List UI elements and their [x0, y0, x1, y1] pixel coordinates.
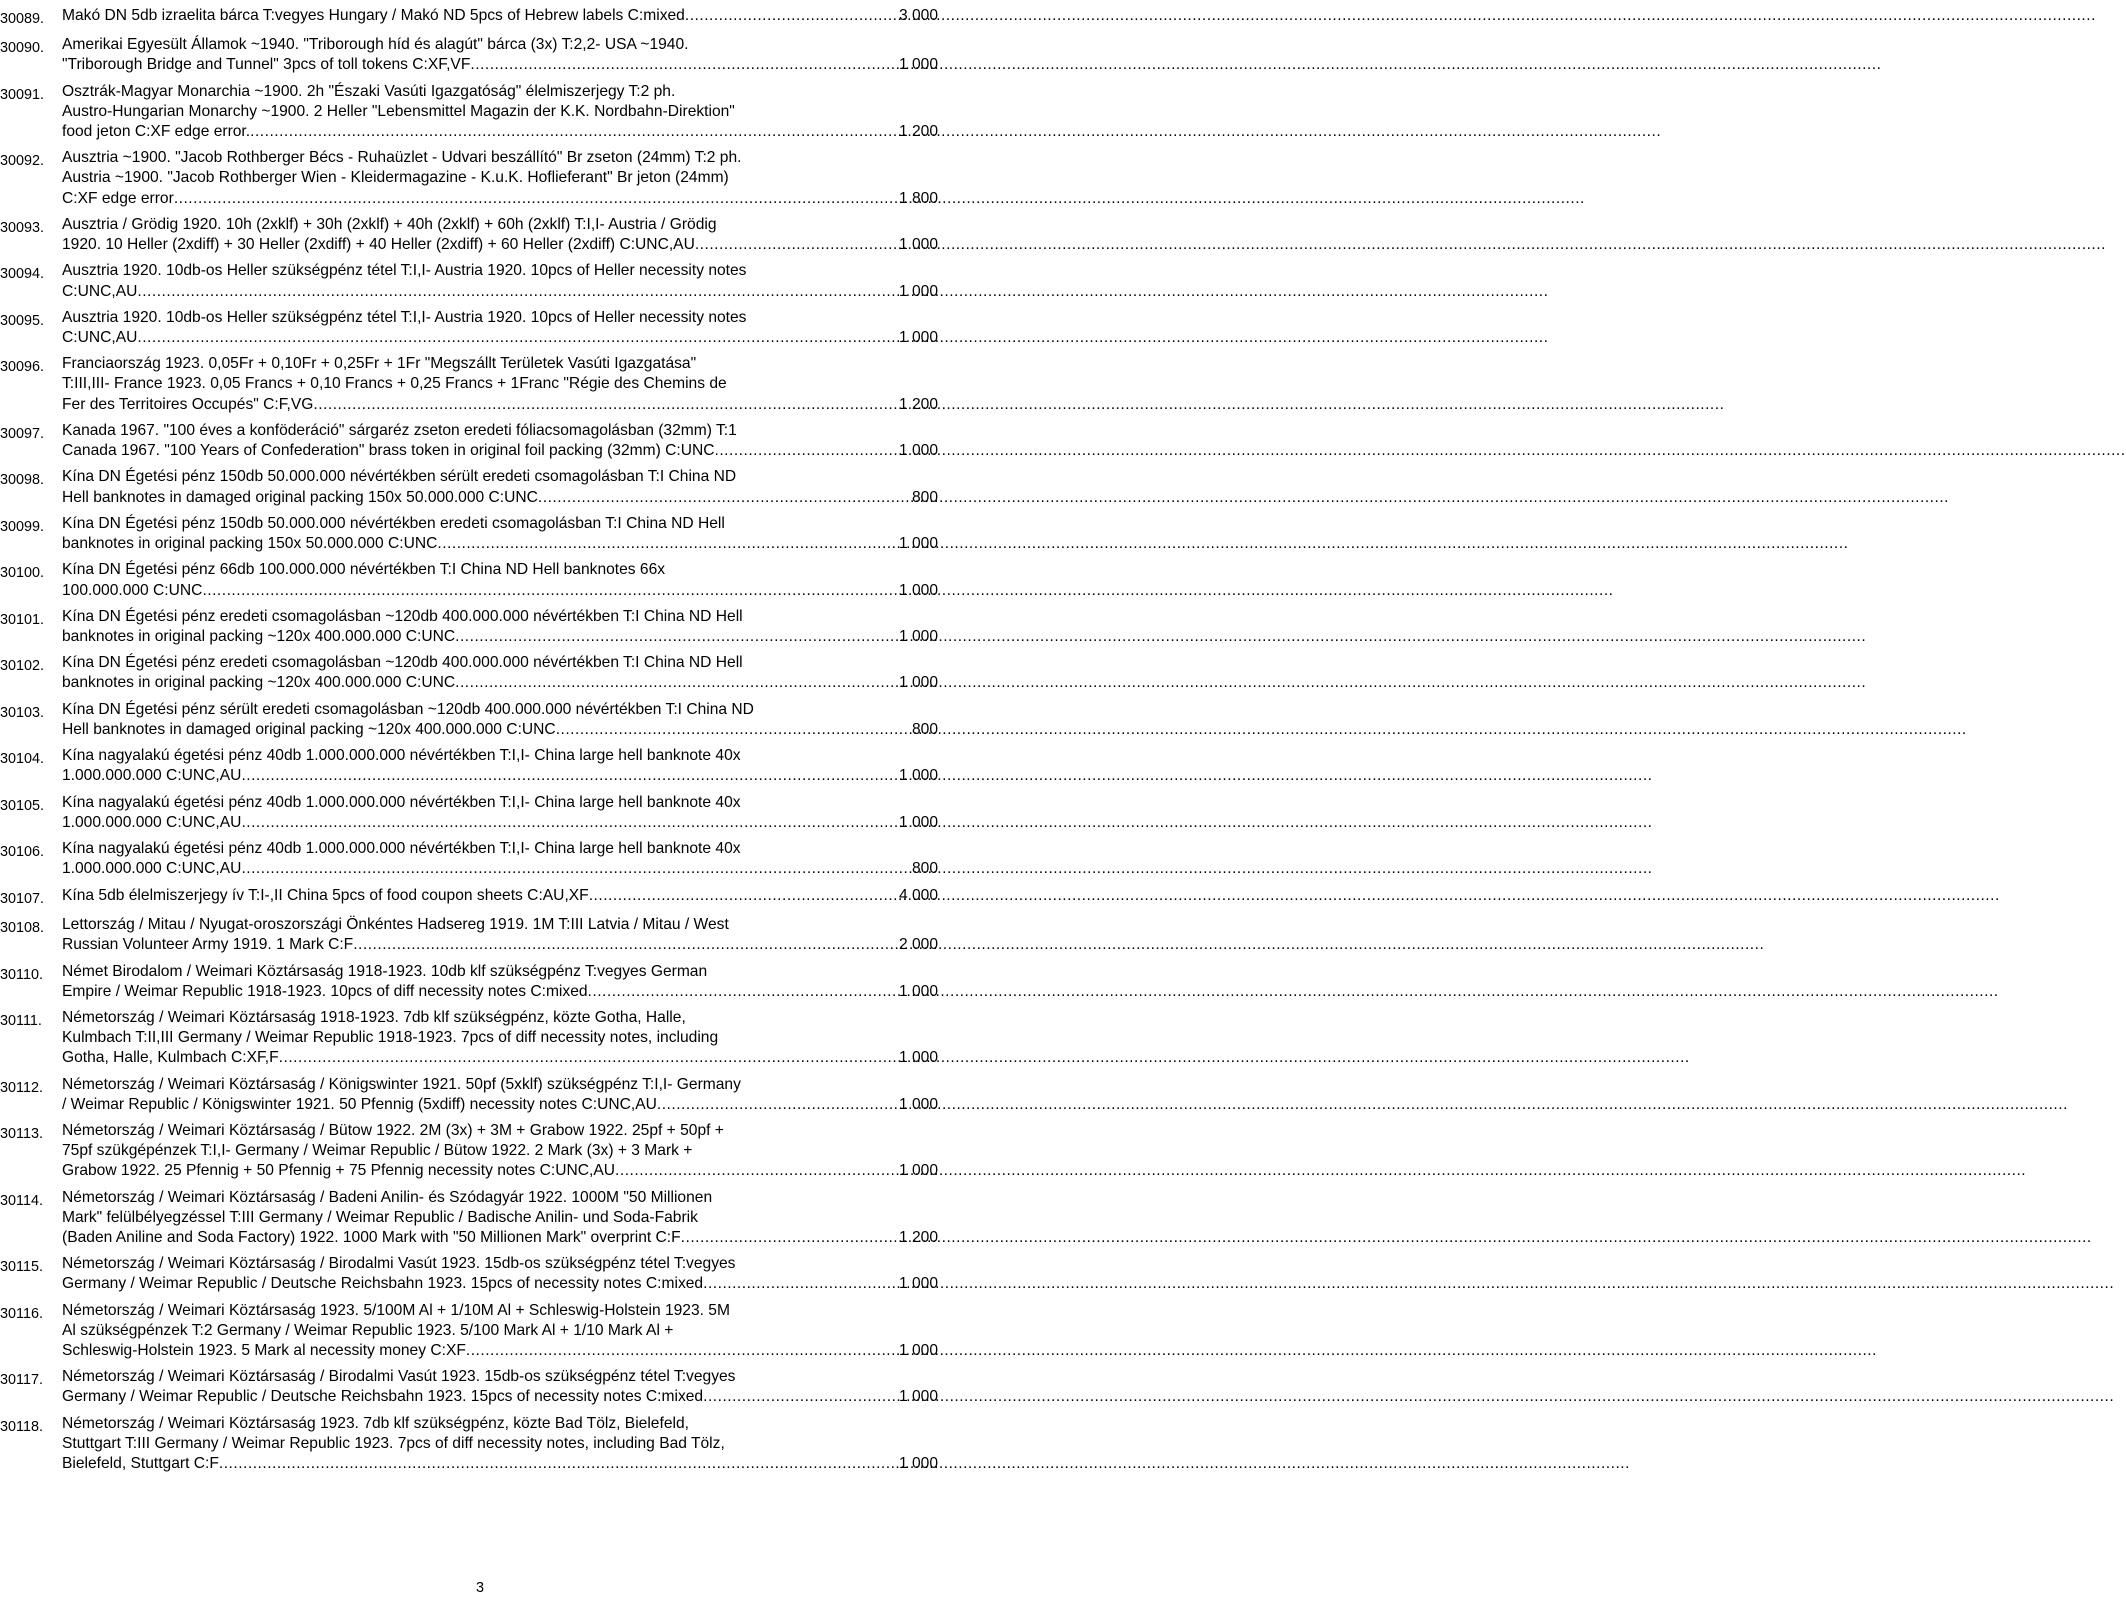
description-line: Ausztria / Grödig 1920. 10h (2xklf) + 30h (2xklf) + 40h (2xklf) + 60h (2xklf) T:I,I- Austria / Grödig — [62, 215, 717, 233]
description-last-line — [62, 395, 938, 415]
lot-number: 30115. — [0, 1259, 43, 1276]
dot-leader — [685, 6, 898, 26]
dot-leader — [589, 886, 898, 906]
lot-entry — [0, 308, 938, 348]
lot-number: 30103. — [0, 704, 45, 721]
lot-description — [62, 1301, 938, 1361]
lot-price: 1 000 — [898, 1095, 938, 1113]
dot-leader — [615, 1161, 898, 1181]
description-line: C:UNC,AU — [62, 282, 138, 300]
lot-price: 800 — [911, 720, 938, 738]
description-last-line — [62, 122, 938, 142]
description-last-line — [62, 859, 938, 879]
dot-leader — [241, 813, 898, 833]
lot-number: 30116. — [0, 1305, 43, 1322]
lot-number: 30099. — [0, 518, 45, 535]
description-last-line — [62, 720, 938, 740]
description-line: banknotes in original packing ~120x 400.000.000 C:UNC — [62, 674, 456, 692]
lot-price: 1 200 — [898, 122, 938, 140]
description-line: 75pf szükgépénzek T:I,I- Germany / Weimar Republic / Bütow 1922. 2 Mark (3x) + 3 Mark + — [62, 1142, 693, 1160]
description-last-line — [62, 6, 938, 26]
dot-leader — [313, 395, 898, 415]
description-line: C:UNC,AU — [62, 329, 138, 346]
dot-leader — [137, 282, 898, 302]
lot-price: 1 000 — [898, 282, 938, 300]
description-line: Empire / Weimar Republic 1918-1923. 10pcs of diff necessity notes C:mixed — [62, 982, 588, 1000]
description-last-line — [62, 581, 938, 601]
lot-price: 1 000 — [898, 1275, 938, 1293]
description-line: Ausztria ~1900. "Jacob Rothberger Bécs - Ruhaüzlet - Udvari beszállító" Br zseton (24mm) T:2 ph. — [62, 149, 742, 167]
lot-description — [62, 467, 938, 507]
dot-leader — [657, 1095, 898, 1115]
lot-entry — [0, 700, 938, 740]
lot-entry — [0, 354, 938, 414]
lot-description — [62, 514, 938, 554]
description-last-line — [62, 189, 938, 209]
dot-leader — [588, 982, 898, 1002]
description-line: "Triborough Bridge and Tunnel" 3pcs of toll tokens C:XF,VF — [62, 56, 471, 74]
lot-entry — [0, 560, 938, 600]
lot-description — [62, 607, 938, 647]
dot-leader — [241, 859, 911, 879]
description-line: 100.000.000 C:UNC — [62, 581, 203, 599]
lot-price: 1 000 — [898, 982, 938, 1000]
lot-entry — [0, 467, 938, 507]
lot-description — [62, 308, 938, 348]
lot-description — [62, 962, 938, 1002]
lot-description — [62, 839, 938, 879]
description-line: Kína nagyalakú égetési pénz 40db 1.000.000.000 névértékben T:I,I- China large hell banknote 40x — [62, 793, 741, 811]
description-last-line — [62, 1274, 938, 1294]
dot-leader — [715, 441, 898, 461]
lot-number: 30094. — [0, 266, 45, 283]
lot-number: 30092. — [0, 153, 45, 170]
description-last-line — [62, 441, 938, 461]
description-line: food jeton C:XF edge error. — [62, 122, 251, 140]
description-line: Kína DN Égetési pénz eredeti csomagolásban ~120db 400.000.000 névértékben T:I China ND Hell — [62, 607, 743, 625]
lot-number: 30110. — [0, 966, 43, 983]
lot-entry — [0, 653, 938, 693]
description-line: Németország / Weimari Köztársaság 1918-1923. 7db klf szükségpénz, közte Gotha, Halle, — [62, 1009, 686, 1027]
lot-price: 1 000 — [898, 1341, 938, 1359]
lot-number: 30104. — [0, 751, 45, 768]
dot-leader — [703, 1387, 898, 1407]
lot-number: 30097. — [0, 425, 45, 442]
dot-leader — [455, 673, 898, 693]
lot-description — [62, 560, 938, 600]
description-line: Ausztria 1920. 10db-os Heller szükségpénz tétel T:I,I- Austria 1920. 10pcs of Heller necessity notes — [62, 308, 747, 326]
lot-list — [0, 6, 938, 1474]
description-line: Hell banknotes in damaged original packing ~120x 400.000.000 C:UNC — [62, 720, 556, 738]
lot-description — [62, 1075, 938, 1115]
lot-description — [62, 148, 938, 208]
description-line: 1.000.000.000 C:UNC,AU — [62, 860, 242, 878]
lot-description — [62, 886, 938, 906]
description-line: Grabow 1922. 25 Pfennig + 50 Pfennig + 75 Pfennig necessity notes C:UNC,AU — [62, 1162, 616, 1180]
lot-number: 30091. — [0, 86, 45, 103]
description-line: Kanada 1967. "100 éves a konföderáció" sárgaréz zseton eredeti fóliacsomagolásban (32mm) T:1 — [62, 421, 737, 439]
description-last-line — [62, 886, 938, 906]
dot-leader — [219, 1454, 898, 1474]
description-last-line — [62, 534, 938, 554]
lot-description — [62, 653, 938, 693]
lot-price: 1 000 — [898, 813, 938, 831]
lot-number: 30100. — [0, 565, 45, 582]
lot-entry — [0, 421, 938, 461]
dot-leader — [470, 55, 898, 75]
description-line: Austro-Hungarian Monarchy ~1900. 2 Heller "Lebensmittel Magazin der K.K. Nordbahn-Direktion" — [62, 102, 735, 120]
lot-number: 30111. — [0, 1013, 42, 1030]
description-line: T:III,III- France 1923. 0,05 Francs + 0,10 Francs + 0,25 Francs + 1Franc "Régie des Chemins de — [62, 375, 727, 393]
description-line: Austria ~1900. "Jacob Rothberger Wien - Kleidermagazine - K.u.K. Hoflieferant" Br jeton (24mm) — [62, 169, 729, 187]
description-line: Németország / Weimari Köztársaság / Birodalmi Vasút 1923. 15db-os szükségpénz tétel T:vegyes — [62, 1368, 736, 1386]
lot-price: 800 — [911, 860, 938, 878]
description-line: Kína 5db élelmiszerjegy ív T:I-,II China 5pcs of food coupon sheets C:AU,XF — [62, 886, 589, 904]
dot-leader — [466, 1341, 898, 1361]
description-line: Germany / Weimar Republic / Deutsche Reichsbahn 1923. 15pcs of necessity notes C:mixed — [62, 1275, 704, 1293]
description-line: Kína DN Égetési pénz sérült eredeti csomagolásban ~120db 400.000.000 névértékben T:I China ND — [62, 700, 754, 718]
description-line: Bielefeld, Stuttgart C:F — [62, 1455, 219, 1473]
description-line: Kína DN Égetési pénz 150db 50.000.000 névértékben eredeti csomagolásban T:I China ND Hell — [62, 514, 725, 532]
lot-number: 30105. — [0, 797, 45, 814]
lot-entry — [0, 1188, 938, 1248]
description-line: Lettország / Mitau / Nyugat-oroszországi Önkéntes Hadsereg 1919. 1M T:III Latvia / Mitau / West — [62, 916, 729, 934]
lot-description — [62, 1254, 938, 1294]
description-line: Német Birodalom / Weimari Köztársaság 1918-1923. 10db klf szükségpénz T:vegyes German — [62, 962, 708, 980]
lot-price: 1 000 — [898, 1388, 938, 1406]
lot-number: 30113. — [0, 1126, 43, 1143]
lot-description — [62, 35, 938, 75]
lot-entry — [0, 1254, 938, 1294]
description-line: Russian Volunteer Army 1919. 1 Mark C:F — [62, 936, 354, 954]
dot-leader — [695, 235, 898, 255]
lot-entry — [0, 35, 938, 75]
lot-price: 2 000 — [898, 936, 938, 954]
description-line: Németország / Weimari Köztársaság 1923. 5/100M Al + 1/10M Al + Schleswig-Holstein 1923. 5M — [62, 1301, 730, 1319]
lot-entry — [0, 1414, 938, 1474]
description-line: Canada 1967. "100 Years of Confederation" brass token in original foil packing (32mm) C:UNC — [62, 442, 715, 460]
dot-leader — [250, 122, 898, 142]
lot-entry — [0, 261, 938, 301]
lot-entry — [0, 1367, 938, 1407]
description-line: Osztrák-Magyar Monarchia ~1900. 2h "Északi Vasúti Igazgatóság" élelmiszerjegy T:2 ph. — [62, 82, 676, 100]
lot-entry — [0, 793, 938, 833]
lot-price: 1 000 — [898, 329, 938, 346]
lot-number: 30118. — [0, 1418, 43, 1435]
lot-description — [62, 915, 938, 955]
description-line: Gotha, Halle, Kulmbach C:XF,F — [62, 1049, 279, 1067]
lot-entry — [0, 514, 938, 554]
lot-number: 30101. — [0, 611, 45, 628]
description-last-line — [62, 935, 938, 955]
lot-price: 1 200 — [898, 395, 938, 413]
lot-number: 30106. — [0, 844, 45, 861]
description-line: Kína nagyalakú égetési pénz 40db 1.000.000.000 névértékben T:I,I- China large hell banknote 40x — [62, 747, 741, 765]
lot-description — [62, 215, 938, 255]
description-last-line — [62, 1095, 938, 1115]
description-line: Fer des Territoires Occupés" C:F,VG — [62, 395, 314, 413]
lot-price: 1 200 — [898, 1228, 938, 1246]
dot-leader — [202, 581, 898, 601]
description-last-line — [62, 673, 938, 693]
lot-description — [62, 82, 938, 142]
dot-leader — [455, 627, 898, 647]
description-last-line — [62, 766, 938, 786]
description-line: banknotes in original packing ~120x 400.000.000 C:UNC — [62, 628, 456, 645]
description-line: Ausztria 1920. 10db-os Heller szükségpénz tétel T:I,I- Austria 1920. 10pcs of Heller necessity notes — [62, 262, 747, 280]
description-last-line — [62, 813, 938, 833]
page-number: 3 — [475, 1580, 484, 1596]
description-line: Németország / Weimari Köztársaság / Bütow 1922. 2M (3x) + 3M + Grabow 1922. 25pf + 50pf + — [62, 1122, 724, 1140]
description-line: 1920. 10 Heller (2xdiff) + 30 Heller (2xdiff) + 40 Heller (2xdiff) + 60 Heller (2xdiff) C:UNC,AU — [62, 236, 695, 254]
description-line: banknotes in original packing 150x 50.000.000 C:UNC — [62, 535, 438, 553]
lot-price: 800 — [911, 488, 938, 506]
description-line: Németország / Weimari Köztársaság / Königswinter 1921. 50pf (5xklf) szükségpénz T:I,I- Germany — [62, 1075, 741, 1093]
lot-description — [62, 746, 938, 786]
description-last-line — [62, 1161, 938, 1181]
lot-number: 30089. — [0, 11, 45, 27]
lot-description — [62, 793, 938, 833]
lot-price: 1 000 — [898, 581, 938, 599]
lot-number: 30112. — [0, 1079, 43, 1096]
description-last-line — [62, 235, 938, 255]
dot-leader — [353, 935, 898, 955]
lot-entry — [0, 215, 938, 255]
description-line: 1.000.000.000 C:UNC,AU — [62, 767, 242, 785]
description-last-line — [62, 1341, 938, 1361]
dot-leader — [241, 766, 898, 786]
description-line: (Baden Aniline and Soda Factory) 1922. 1000 Mark with "50 Millionen Mark" overprint C:F — [62, 1228, 681, 1246]
description-line: Mark" felülbélyegzéssel T:III Germany / Weimar Republic / Badische Anilin- und Soda-Fabrik — [62, 1208, 698, 1226]
lot-number: 30102. — [0, 658, 45, 675]
description-line: Makó DN 5db izraelita bárca T:vegyes Hungary / Makó ND 5pcs of Hebrew labels C:mixed — [62, 7, 685, 24]
description-line: Kulmbach T:II,III Germany / Weimar Republic 1918-1923. 7pcs of diff necessity notes, including — [62, 1029, 719, 1047]
description-line: Germany / Weimar Republic / Deutsche Reichsbahn 1923. 15pcs of necessity notes C:mixed — [62, 1388, 704, 1406]
lot-entry — [0, 6, 938, 29]
lot-price: 1 000 — [898, 767, 938, 785]
lot-entry — [0, 82, 938, 142]
description-last-line — [62, 1228, 938, 1248]
lot-price: 1 000 — [898, 535, 938, 553]
description-last-line — [62, 627, 938, 647]
lot-price: 4 000 — [898, 886, 938, 904]
lot-description — [62, 354, 938, 414]
lot-price: 1 000 — [898, 1162, 938, 1180]
lot-number: 30093. — [0, 219, 45, 236]
description-line: / Weimar Republic / Königswinter 1921. 50 Pfennig (5xdiff) necessity notes C:UNC,AU — [62, 1095, 657, 1113]
lot-entry — [0, 1121, 938, 1181]
description-line: Kína DN Égetési pénz eredeti csomagolásban ~120db 400.000.000 névértékben T:I China ND Hell — [62, 654, 743, 672]
lot-price: 1 000 — [898, 236, 938, 254]
description-last-line — [62, 282, 938, 302]
lot-description — [62, 261, 938, 301]
lot-price: 1 800 — [898, 189, 938, 207]
lot-entry — [0, 1008, 938, 1068]
description-line: Stuttgart T:III Germany / Weimar Republic 1923. 7pcs of diff necessity notes, including Bad Tölz, — [62, 1434, 725, 1452]
description-line: C:XF edge error — [62, 189, 174, 207]
description-last-line — [62, 1048, 938, 1068]
dot-leader — [703, 1274, 898, 1294]
description-last-line — [62, 55, 938, 75]
description-line: Kína DN Égetési pénz 66db 100.000.000 névértékben T:I China ND Hell banknotes 66x — [62, 561, 666, 579]
lot-number: 30090. — [0, 40, 45, 57]
lot-price: 1 000 — [898, 1455, 938, 1473]
dot-leader — [681, 1228, 898, 1248]
description-line: Németország / Weimari Köztársaság / Birodalmi Vasút 1923. 15db-os szükségpénz tétel T:vegyes — [62, 1255, 736, 1273]
description-line: Hell banknotes in damaged original packing 150x 50.000.000 C:UNC — [62, 488, 538, 506]
description-last-line — [62, 328, 938, 348]
lot-description — [62, 1414, 938, 1474]
lot-entry — [0, 1301, 938, 1361]
description-last-line — [62, 982, 938, 1002]
lot-price: 1 000 — [898, 674, 938, 692]
description-line: Németország / Weimari Köztársaság 1923. 7db klf szükségpénz, közte Bad Tölz, Bielefeld, — [62, 1414, 689, 1432]
lot-number: 30095. — [0, 312, 45, 329]
description-line: Kína nagyalakú égetési pénz 40db 1.000.000.000 névértékben T:I,I- China large hell banknote 40x — [62, 840, 741, 858]
lot-entry — [0, 746, 938, 786]
description-line: Al szükségpénzek T:2 Germany / Weimar Republic 1923. 5/100 Mark Al + 1/10 Mark Al + — [62, 1321, 674, 1339]
lot-price: 1 000 — [898, 1049, 938, 1067]
description-last-line — [62, 1454, 938, 1474]
description-last-line — [62, 488, 938, 508]
lot-description — [62, 6, 938, 26]
lot-entry — [0, 1075, 938, 1115]
dot-leader — [437, 534, 898, 554]
lot-number: 30114. — [0, 1192, 43, 1209]
dot-leader — [137, 328, 898, 348]
description-line: Németország / Weimari Köztársaság / Badeni Anilin- és Szódagyár 1922. 1000M "50 Millionen — [62, 1188, 713, 1206]
lot-price: 1 000 — [898, 442, 938, 460]
description-line: 1.000.000.000 C:UNC,AU — [62, 813, 242, 831]
dot-leader — [174, 189, 898, 209]
lot-description — [62, 1008, 938, 1068]
lot-entry — [0, 915, 938, 955]
lot-price: 3 000 — [898, 7, 938, 24]
lot-number: 30098. — [0, 472, 45, 489]
description-line: Amerikai Egyesült Államok ~1940. "Triborough híd és alagút" bárca (3x) T:2,2- USA ~1940. — [62, 36, 689, 54]
lot-entry — [0, 148, 938, 208]
lot-entry — [0, 962, 938, 1002]
dot-leader — [538, 488, 911, 508]
lot-number: 30108. — [0, 920, 45, 937]
lot-entry — [0, 886, 938, 909]
description-last-line — [62, 1387, 938, 1407]
lot-description — [62, 1121, 938, 1181]
lot-number: 30107. — [0, 890, 45, 907]
dot-leader — [556, 720, 911, 740]
lot-number: 30117. — [0, 1372, 43, 1389]
lot-description — [62, 1367, 938, 1407]
lot-entry — [0, 607, 938, 647]
lot-description — [62, 700, 938, 740]
catalog-page — [0, 0, 960, 1608]
lot-number: 30096. — [0, 359, 45, 376]
description-line: Franciaország 1923. 0,05Fr + 0,10Fr + 0,25Fr + 1Fr "Megszállt Területek Vasúti Igazgatása" — [62, 355, 697, 373]
lot-description — [62, 1188, 938, 1248]
dot-leader — [279, 1048, 898, 1068]
lot-price: 1 000 — [898, 56, 938, 74]
lot-entry — [0, 839, 938, 879]
description-line: Kína DN Égetési pénz 150db 50.000.000 névértékben sérült eredeti csomagolásban T:I China ND — [62, 468, 737, 486]
lot-price: 1 000 — [898, 628, 938, 645]
description-line: Schleswig-Holstein 1923. 5 Mark al necessity money C:XF — [62, 1341, 466, 1359]
lot-description — [62, 421, 938, 461]
